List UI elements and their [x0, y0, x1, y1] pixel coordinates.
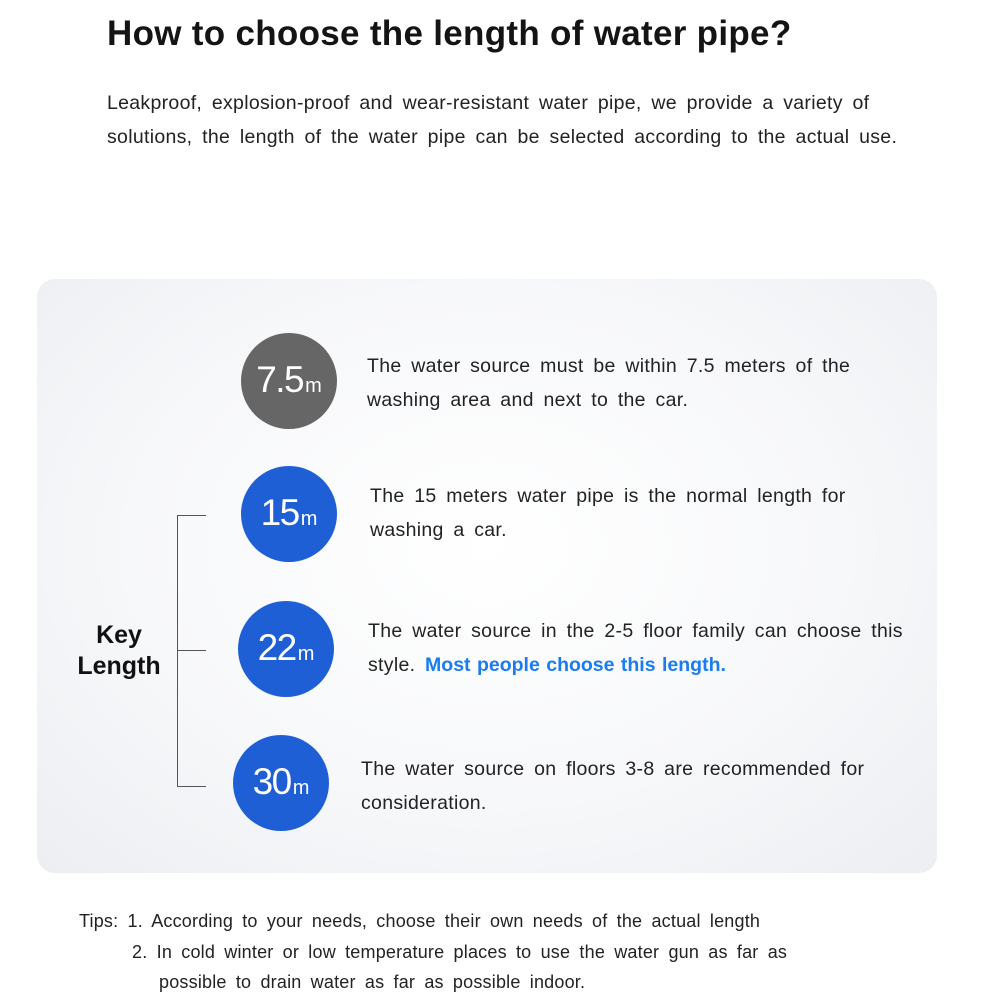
length-value: 7.5: [256, 359, 304, 400]
length-description-15m: [370, 479, 910, 547]
length-badge-30m: [233, 735, 329, 831]
description-text: The 15 meters water pipe is the normal length for washing a car.: [370, 485, 846, 541]
page-title: How to choose the length of water pipe?: [107, 14, 792, 53]
tips-section: [79, 906, 959, 998]
bracket-tick-30m: [177, 786, 206, 787]
bracket-tick-22m: [177, 650, 206, 651]
length-unit: m: [297, 643, 315, 665]
length-badge-15m: [241, 466, 337, 562]
bracket-tick-15m: [177, 515, 206, 516]
length-badge-22m: [238, 601, 334, 697]
tip-text-continued: possible to drain water as far as possible indoor.: [159, 972, 586, 992]
tips-label: Tips:: [79, 911, 119, 931]
description-text: The water source on floors 3-8 are recommended for consideration.: [361, 758, 865, 814]
tip-row-2-cont: [79, 967, 959, 998]
length-value: 22: [257, 627, 296, 668]
tip-row-1: [79, 906, 959, 937]
key-label-line2: Length: [77, 652, 161, 680]
bracket-line: [177, 515, 178, 787]
length-unit: m: [305, 375, 322, 397]
key-label-line1: Key: [96, 621, 142, 649]
description-text: The water source must be within 7.5 meters of the washing area and next to the car.: [367, 355, 851, 411]
tip-text: According to your needs, choose their own needs of the actual length: [151, 911, 761, 931]
length-value: 15: [260, 492, 299, 533]
length-badge-7-5m: [241, 333, 337, 429]
key-length-label: [60, 620, 178, 682]
recommended-highlight: Most people choose this length.: [425, 654, 726, 676]
tip-number: 2.: [132, 941, 148, 962]
tip-text: In cold winter or low temperature places to use the water gun as far as: [156, 941, 788, 962]
length-description-7-5m: [367, 349, 912, 417]
intro-paragraph: Leakproof, explosion-proof and wear-resistant water pipe, we provide a variety of solutions, the length of the water pipe can be selected according to the actual use.: [107, 92, 898, 148]
description-text: The water source in the 2-5 floor family can choose this style.: [368, 620, 903, 676]
length-unit: m: [300, 508, 318, 530]
length-value: 30: [252, 761, 291, 802]
length-description-22m: [368, 614, 948, 682]
length-unit: m: [292, 777, 310, 799]
tip-row-2: [79, 937, 959, 968]
tip-number: 1.: [127, 911, 143, 931]
length-description-30m: [361, 752, 931, 820]
